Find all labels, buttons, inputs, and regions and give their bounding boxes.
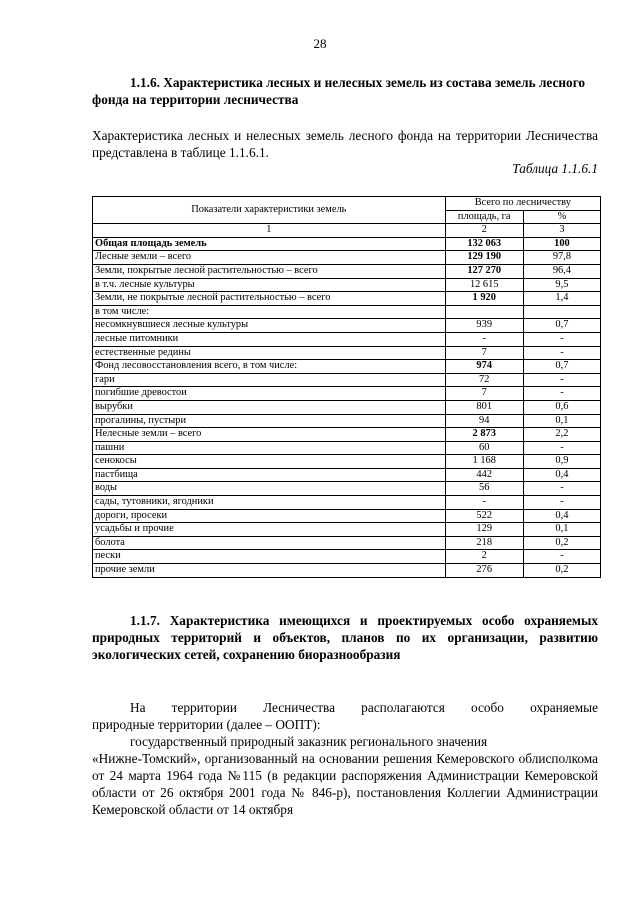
row-area-cell: 276 <box>445 564 523 578</box>
row-name-cell: Фонд лесовосстановления всего, в том числе: <box>93 360 446 374</box>
row-pct-cell: - <box>523 482 600 496</box>
row-area-cell: 7 <box>445 387 523 401</box>
table-row <box>93 292 601 306</box>
row-name-cell: несомкнувшиеся лесные культуры <box>93 319 446 333</box>
row-area-cell: 801 <box>445 400 523 414</box>
table-row <box>93 441 601 455</box>
oopt-paragraph-line1: На территории Лесничества располагаются особо охраняемые <box>130 700 598 715</box>
header-total: Всего по лесничеству <box>445 197 600 211</box>
page-number: 28 <box>313 36 327 51</box>
row-pct-cell: 1,4 <box>523 292 600 306</box>
row-area-cell: 12 615 <box>445 278 523 292</box>
row-name-cell: Земли, не покрытые лесной растительностью – всего <box>93 292 446 306</box>
row-name-cell: гари <box>93 373 446 387</box>
row-name-cell: Лесные земли – всего <box>93 251 446 265</box>
table-row <box>93 373 601 387</box>
oopt-paragraph-rest: «Нижне-Томский», организованный на основании решения Кемеровского облисполкома от 24 марта 1964 года №115 (в редакции распоряжения Администрации Кемеровской области от 26 октября 2001 года № 846-р), постановления Коллегии Администрации Кемеровской области от 14 октября <box>92 751 598 817</box>
row-area-cell: 127 270 <box>445 264 523 278</box>
row-area-cell: 939 <box>445 319 523 333</box>
row-pct-cell: 0,1 <box>523 414 600 428</box>
row-area-cell: 94 <box>445 414 523 428</box>
row-pct-cell: - <box>523 332 600 346</box>
table-column-numbers-row <box>93 224 601 238</box>
row-area-cell: 56 <box>445 482 523 496</box>
row-pct-cell: 0,4 <box>523 468 600 482</box>
row-name-cell: сенокосы <box>93 455 446 469</box>
table-row <box>93 414 601 428</box>
table-row <box>93 387 601 401</box>
row-area-cell <box>445 305 523 319</box>
row-pct-cell: - <box>523 441 600 455</box>
row-name-cell: Нелесные земли – всего <box>93 428 446 442</box>
column-number-1: 1 <box>93 224 446 238</box>
column-number-3: 3 <box>523 224 600 238</box>
row-pct-cell: - <box>523 496 600 510</box>
row-name-cell: воды <box>93 482 446 496</box>
table-body <box>93 237 601 577</box>
row-area-cell: 442 <box>445 468 523 482</box>
table-row <box>93 536 601 550</box>
row-pct-cell: 0,7 <box>523 319 600 333</box>
table-row <box>93 550 601 564</box>
column-number-2: 2 <box>445 224 523 238</box>
row-pct-cell: - <box>523 373 600 387</box>
row-pct-cell: 97,8 <box>523 251 600 265</box>
table-row <box>93 482 601 496</box>
table-row <box>93 400 601 414</box>
row-area-cell: 7 <box>445 346 523 360</box>
row-name-cell: Земли, покрытые лесной растительностью – всего <box>93 264 446 278</box>
section-heading-1-1-6 <box>92 74 598 108</box>
table-row <box>93 346 601 360</box>
row-pct-cell: 0,4 <box>523 509 600 523</box>
row-area-cell: 1 168 <box>445 455 523 469</box>
table-row <box>93 496 601 510</box>
row-pct-cell: - <box>523 387 600 401</box>
table-row <box>93 428 601 442</box>
row-name-cell: усадьбы и прочие <box>93 523 446 537</box>
table-row <box>93 468 601 482</box>
row-area-cell: 218 <box>445 536 523 550</box>
row-pct-cell: 0,6 <box>523 400 600 414</box>
land-characteristics-table <box>92 196 601 578</box>
row-area-cell: 129 <box>445 523 523 537</box>
row-area-cell: 1 920 <box>445 292 523 306</box>
oopt-paragraph-line3: государственный природный заказник регионального значения <box>130 734 488 749</box>
oopt-paragraph <box>92 699 598 818</box>
row-name-cell: прогалины, пустыри <box>93 414 446 428</box>
row-name-cell: пастбища <box>93 468 446 482</box>
row-name-cell: в том числе: <box>93 305 446 319</box>
row-name-cell: пески <box>93 550 446 564</box>
row-pct-cell: 0,7 <box>523 360 600 374</box>
row-area-cell: 2 <box>445 550 523 564</box>
row-name-cell: пашни <box>93 441 446 455</box>
table-intro-paragraph <box>92 127 598 161</box>
header-area: площадь, га <box>445 210 523 224</box>
table-row <box>93 319 601 333</box>
row-pct-cell: 0,1 <box>523 523 600 537</box>
row-pct-cell: 0,9 <box>523 455 600 469</box>
table-row <box>93 509 601 523</box>
row-area-cell: 72 <box>445 373 523 387</box>
row-name-cell: естественные редины <box>93 346 446 360</box>
row-name-cell: вырубки <box>93 400 446 414</box>
row-pct-cell: 96,4 <box>523 264 600 278</box>
row-area-cell: 2 873 <box>445 428 523 442</box>
row-pct-cell: 2,2 <box>523 428 600 442</box>
row-area-cell: 132 063 <box>445 237 523 251</box>
row-pct-cell: - <box>523 550 600 564</box>
row-pct-cell: 9,5 <box>523 278 600 292</box>
row-pct-cell: 100 <box>523 237 600 251</box>
section-heading-1-1-7-text: 1.1.7. Характеристика имеющихся и проектируемых особо охраняемых природных территорий и объектов, планов по их организации, развитию экологических сетей, сохранению биоразнообразия <box>92 613 598 662</box>
row-pct-cell <box>523 305 600 319</box>
header-indicator: Показатели характеристики земель <box>93 197 446 224</box>
table-row <box>93 237 601 251</box>
row-name-cell: Общая площадь земель <box>93 237 446 251</box>
row-area-cell: 129 190 <box>445 251 523 265</box>
row-name-cell: болота <box>93 536 446 550</box>
table-caption: Таблица 1.1.6.1 <box>512 161 598 176</box>
section-heading-1-1-6-text: 1.1.6. Характеристика лесных и нелесных земель из состава земель лесного фонда на территории лесничества <box>92 75 586 107</box>
table-row <box>93 305 601 319</box>
oopt-paragraph-line2: природные территории (далее – ООПТ): <box>92 717 321 732</box>
table-row <box>93 278 601 292</box>
row-name-cell: в т.ч. лесные культуры <box>93 278 446 292</box>
table-row <box>93 455 601 469</box>
row-area-cell: - <box>445 496 523 510</box>
table-row <box>93 332 601 346</box>
table-intro-text: Характеристика лесных и нелесных земель лесного фонда на территории Лесничества представлена в таблице 1.1.6.1. <box>92 128 598 160</box>
table-row <box>93 264 601 278</box>
row-name-cell: сады, тутовники, ягодники <box>93 496 446 510</box>
table-row <box>93 564 601 578</box>
row-name-cell: дороги, просеки <box>93 509 446 523</box>
table-row <box>93 523 601 537</box>
row-area-cell: 60 <box>445 441 523 455</box>
table-row <box>93 360 601 374</box>
row-pct-cell: 0,2 <box>523 536 600 550</box>
row-area-cell: 974 <box>445 360 523 374</box>
table-row <box>93 251 601 265</box>
row-area-cell: 522 <box>445 509 523 523</box>
table-header-row <box>93 197 601 211</box>
row-name-cell: лесные питомники <box>93 332 446 346</box>
row-name-cell: погибшие древостои <box>93 387 446 401</box>
row-area-cell: - <box>445 332 523 346</box>
row-pct-cell: 0,2 <box>523 564 600 578</box>
section-heading-1-1-7 <box>92 612 598 663</box>
row-name-cell: прочие земли <box>93 564 446 578</box>
row-pct-cell: - <box>523 346 600 360</box>
header-pct: % <box>523 210 600 224</box>
